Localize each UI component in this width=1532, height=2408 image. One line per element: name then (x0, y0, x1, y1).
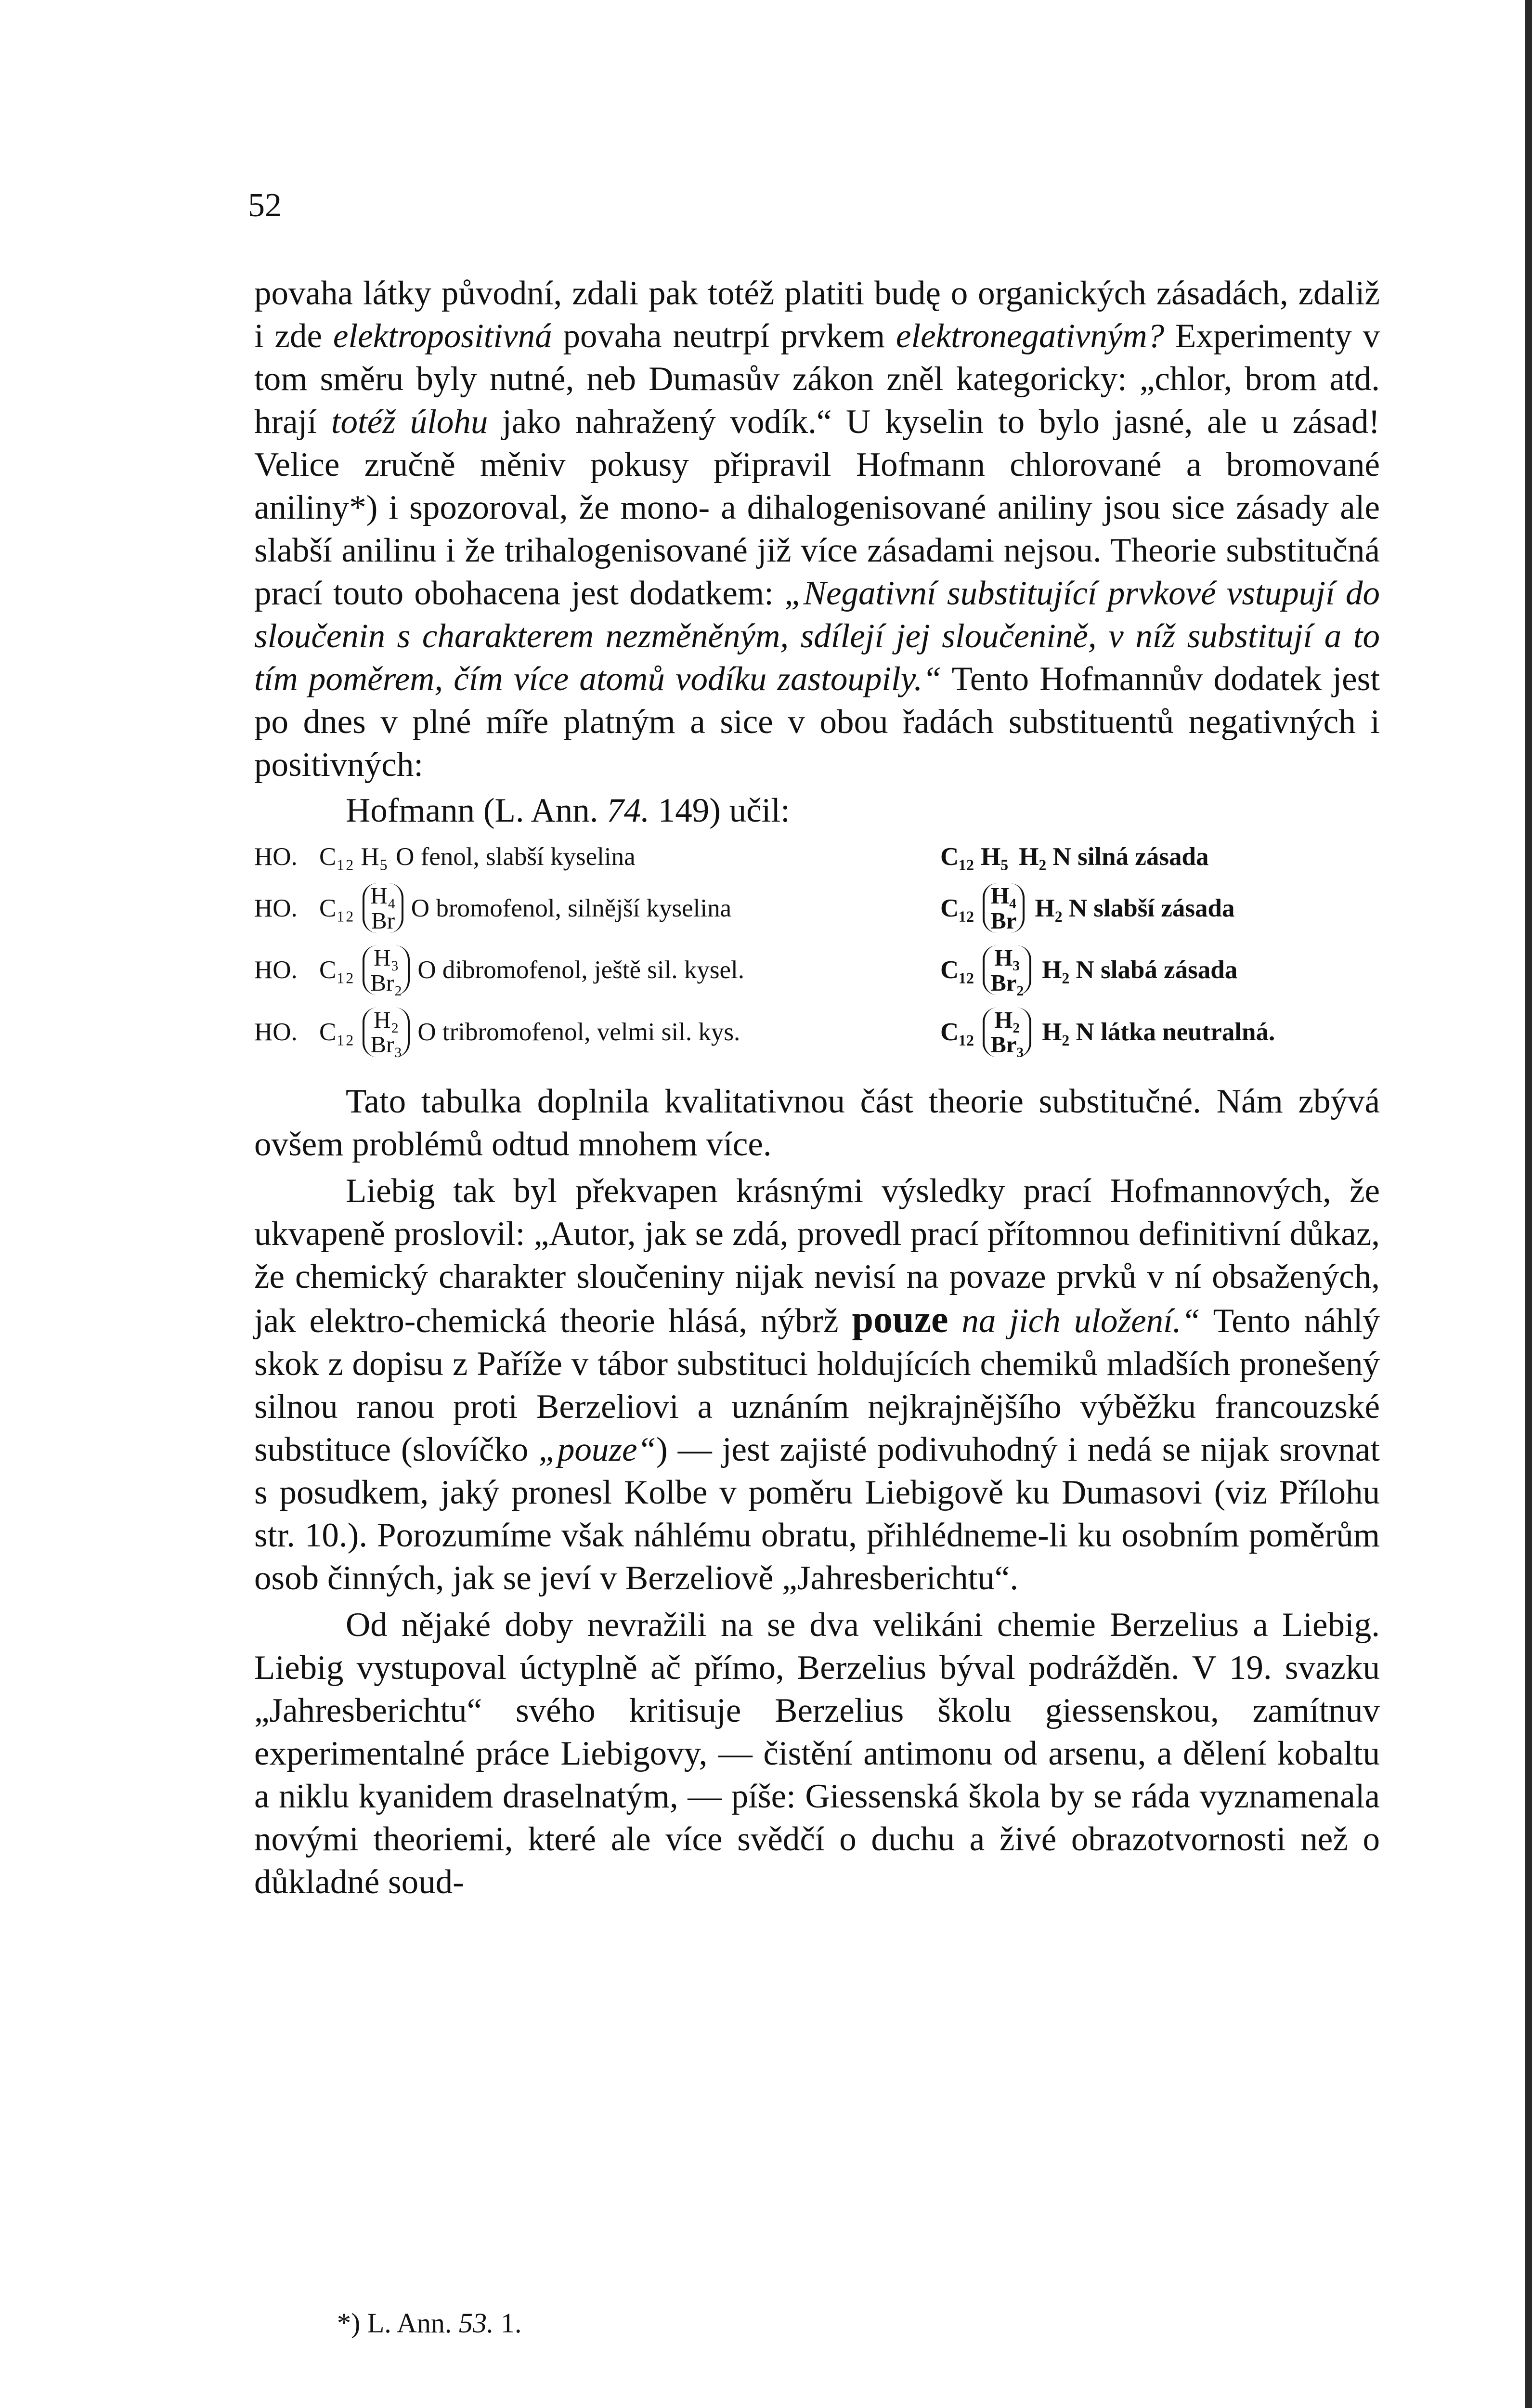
formula-carbon: C₁₂ (940, 843, 974, 871)
formula-stack-item: H₄ (990, 882, 1016, 909)
footnote (337, 2307, 521, 2339)
formula-row (254, 1008, 1380, 1057)
formula-description: O tribromofenol, velmi sil. kys. (417, 1018, 740, 1047)
formula-ho: HO. (254, 843, 298, 871)
page-body (254, 272, 1380, 1904)
formula-table (254, 843, 1380, 1057)
italic-run: na jich uložení.“ (948, 1302, 1201, 1340)
text-run: jako nahražený vodík.“ U kyselin to bylo jasné, ale u zásad! Velice zručně měniv pokusy připravil Hofmann chlorované a bromované aniliny*) i spozoroval, že mono- a dihalogenisované aniliny jsou sice zásady ale slabší anilinu i že trihalogenisované již více zásadami nejsou. Theorie substitučná prací touto obohacena jest dodatkem: (254, 403, 1380, 612)
text-run: Liebig tak byl překvapen krásnými výsledky prací Hofmannových, že ukvapeně proslovil: „Autor, jak se zdá, provedl prací přítomnou definitivní důkaz, že chemický charakter sloučeniny nijak nevisí na povaze prvků v ní obsažených, jak elektro-chemická theorie hlásá, nýbrž (254, 1172, 1380, 1340)
italic-run: „pouze“ (538, 1430, 657, 1468)
formula-description: H₂ N slabší zásada (1035, 894, 1235, 922)
text-run: Experimenty v tom směru byly nutné, neb Dumasův zákon zněl kategoricky: „chlor, brom atd. hrají (254, 317, 1380, 441)
formula-row (254, 843, 1380, 871)
text-run: Tento náhlý skok z dopisu z Paříže v tábor substituci holdujících chemiků mladších pronešený silnou ranou proti Berzeliovi a uznáním nejkrajnějšího výběžku francouzské substituce (slovíčko (254, 1302, 1380, 1468)
formula-description: O fenol, slabší kyselina (396, 843, 636, 871)
formula-ho: HO. (254, 956, 298, 984)
formula-stack-item: Br₃ (370, 1031, 402, 1058)
formula-stack-item: Br (371, 907, 395, 934)
text-run: Hofmann (L. Ann. (346, 792, 607, 829)
formula-description: H₂ N silná zásada (1019, 843, 1209, 871)
italic-run: 74. (607, 792, 650, 829)
formula-row (254, 945, 1380, 995)
formula-carbon: C₁₂ (940, 956, 974, 984)
text-run: *) L. Ann. (337, 2307, 459, 2339)
formula-carbon: C₁₂ (319, 894, 354, 922)
formula-stack-item: H₂ (374, 1007, 399, 1034)
formula-stack-item: H₂ (994, 1007, 1020, 1034)
formula-stack-item: H₃ (994, 944, 1020, 971)
formula-phenol (254, 1008, 940, 1057)
formula-aniline (940, 843, 1380, 871)
formula-carbon: C₁₂ (940, 894, 974, 922)
formula-description: O bromofenol, silnější kyselina (411, 894, 732, 922)
formula-row (254, 883, 1380, 933)
formula-carbon: C₁₂ (319, 1018, 354, 1047)
formula-description: H₂ N látka neutralná. (1042, 1018, 1275, 1047)
formula-brace-group (983, 1008, 1031, 1057)
formula-phenol (254, 883, 940, 933)
formula-carbon: C₁₂ (940, 1018, 974, 1047)
formula-phenol (254, 945, 940, 995)
text-run: 1. (493, 2307, 522, 2339)
formula-brace-group (363, 1008, 410, 1057)
formula-stack-item: Br (990, 907, 1017, 934)
formula-aniline (940, 1008, 1380, 1057)
italic-run: elektropositivná (333, 317, 552, 355)
page-number: 52 (248, 187, 282, 224)
page-edge (1525, 0, 1532, 2408)
paragraph-3 (254, 1170, 1380, 1600)
formula-stack-item: Br₂ (370, 969, 402, 996)
bold-run: pouze (852, 1298, 948, 1341)
formula-stack-item: Br₂ (990, 969, 1024, 996)
formula-inline: H₅ (361, 843, 389, 871)
formula-phenol (254, 843, 940, 871)
formula-stack-item: H₃ (374, 944, 399, 971)
formula-brace-group (363, 883, 403, 933)
formula-aniline (940, 945, 1380, 995)
formula-intro (346, 789, 1380, 832)
paragraph-4: Od nějaké doby nevražili na se dva velikáni chemie Berzelius a Liebig. Liebig vystupoval úctyplně ač přímo, Berzelius býval podrážděn. V 19. svazku „Jahresberichtu“ svého kritisuje Berzelius školu giessenskou, zamítnuv experimentalné práce Liebigovy, — čistění antimonu od arsenu, a dělení kobaltu a niklu kyanidem draselnatým, — píše: Giessenská škola by se ráda vyznamenala novými theoriemi, které ale více svědčí o duchu a živé obrazotvornosti než o důkladné soud- (254, 1606, 1380, 1901)
italic-run: 53. (458, 2307, 494, 2339)
formula-aniline (940, 883, 1380, 933)
formula-ho: HO. (254, 1018, 298, 1047)
formula-brace-group (983, 945, 1031, 995)
formula-description: H₂ N slabá zásada (1042, 956, 1238, 984)
italic-run: totéž úlohu (331, 403, 488, 441)
formula-inline: H₅ (981, 843, 1009, 871)
formula-carbon: C₁₂ (319, 843, 354, 871)
formula-brace-group (983, 883, 1024, 933)
formula-carbon: C₁₂ (319, 956, 354, 984)
formula-stack-item: Br₃ (990, 1031, 1024, 1058)
text-run: Tento Hofmannův dodatek jest po dnes v plné míře platným a sice v obou řadách substituentů negativných i positivných: (254, 660, 1380, 784)
paragraph-1 (254, 272, 1380, 786)
text-run: 149) učil: (649, 792, 790, 829)
italic-quote: „Negativní substitující prvkové vstupují do sloučenin s charakterem nezměněným, sdílejí jej sloučenině, v níž substitují a to tím poměrem, čím více atomů vodíku zastoupily.“ (254, 575, 1380, 698)
formula-stack-item: H₄ (370, 882, 396, 909)
formula-ho: HO. (254, 894, 298, 922)
text-run: ) — jest zajisté podivuhodný i nedá se nijak srovnat s posudkem, jaký pronesl Kolbe v poměru Liebigově ku Dumasovi (viz Přílohu str. 10.). Porozumíme však náhlému obratu, přihlédneme-li ku osobním poměrům osob činných, jak se jeví v Berzeliově „Jahresberichtu“. (254, 1430, 1380, 1597)
text-run: povaha látky původní, zdali pak totéž platiti budę o organických zásadách, zdaliž i zde (254, 275, 1380, 355)
paragraph-2: Tato tabulka doplnila kvalitativnou část theorie substitučné. Nám zbývá ovšem problémů odtud mnohem více. (254, 1082, 1380, 1163)
formula-description: O dibromofenol, ještě sil. kysel. (417, 956, 745, 984)
text-run: povaha neutrpí prvkem (552, 317, 896, 355)
italic-run: elektronegativným? (896, 317, 1165, 355)
formula-brace-group (363, 945, 410, 995)
